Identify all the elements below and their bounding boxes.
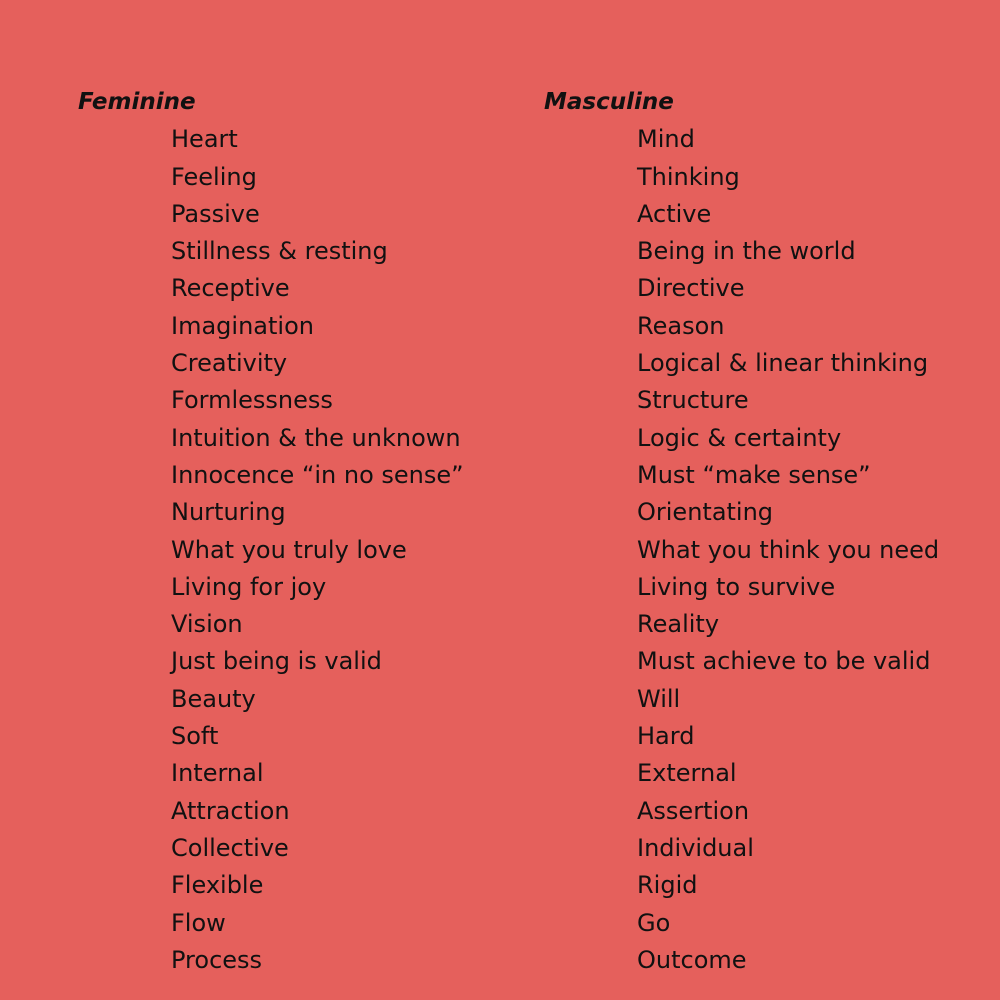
masculine-item: Must achieve to be valid — [637, 647, 931, 676]
feminine-item: Creativity — [171, 349, 288, 378]
feminine-item: Receptive — [171, 274, 290, 303]
masculine-item: Orientating — [637, 498, 774, 527]
masculine-item: What you think you need — [637, 535, 940, 564]
feminine-item: Flexible — [171, 871, 264, 900]
masculine-heading: Masculine — [544, 89, 674, 115]
masculine-item: Thinking — [637, 162, 740, 191]
feminine-item: Stillness & resting — [171, 237, 388, 266]
feminine-heading: Feminine — [78, 89, 196, 115]
masculine-item: External — [637, 759, 737, 788]
feminine-item: Just being is valid — [171, 647, 382, 676]
masculine-item: Active — [637, 199, 712, 228]
feminine-item: Living for joy — [171, 572, 327, 601]
masculine-item: Reality — [637, 610, 720, 639]
feminine-item: Innocence “in no sense” — [171, 460, 464, 489]
feminine-item: Imagination — [171, 311, 314, 340]
feminine-item: Formlessness — [171, 386, 333, 415]
masculine-list — [544, 121, 939, 979]
feminine-item: Attraction — [171, 796, 290, 825]
masculine-item: Individual — [637, 833, 754, 862]
feminine-item: Internal — [171, 759, 264, 788]
feminine-item: Flow — [171, 908, 226, 937]
masculine-item: Reason — [637, 311, 725, 340]
feminine-item: Process — [171, 945, 263, 974]
masculine-item: Logical & linear thinking — [637, 349, 929, 378]
feminine-item: Passive — [171, 199, 260, 228]
masculine-item: Mind — [637, 125, 695, 154]
feminine-item: Intuition & the unknown — [171, 423, 461, 452]
masculine-item: Hard — [637, 722, 695, 751]
feminine-item: What you truly love — [171, 535, 407, 564]
masculine-item: Directive — [637, 274, 745, 303]
feminine-item: Soft — [171, 722, 219, 751]
masculine-item: Structure — [637, 386, 749, 415]
masculine-item: Assertion — [637, 796, 750, 825]
masculine-item: Will — [637, 684, 681, 713]
feminine-item: Feeling — [171, 162, 257, 191]
masculine-item: Rigid — [637, 871, 698, 900]
masculine-item: Go — [637, 908, 671, 937]
feminine-item: Beauty — [171, 684, 256, 713]
feminine-item: Heart — [171, 125, 238, 154]
masculine-column — [544, 84, 939, 979]
masculine-item: Being in the world — [637, 237, 856, 266]
masculine-item: Must “make sense” — [637, 460, 871, 489]
feminine-column — [78, 84, 464, 979]
masculine-item: Logic & certainty — [637, 423, 842, 452]
masculine-item: Living to survive — [637, 572, 836, 601]
feminine-item: Collective — [171, 833, 289, 862]
feminine-item: Nurturing — [171, 498, 286, 527]
masculine-item: Outcome — [637, 945, 747, 974]
feminine-item: Vision — [171, 610, 243, 639]
feminine-list — [78, 121, 464, 979]
